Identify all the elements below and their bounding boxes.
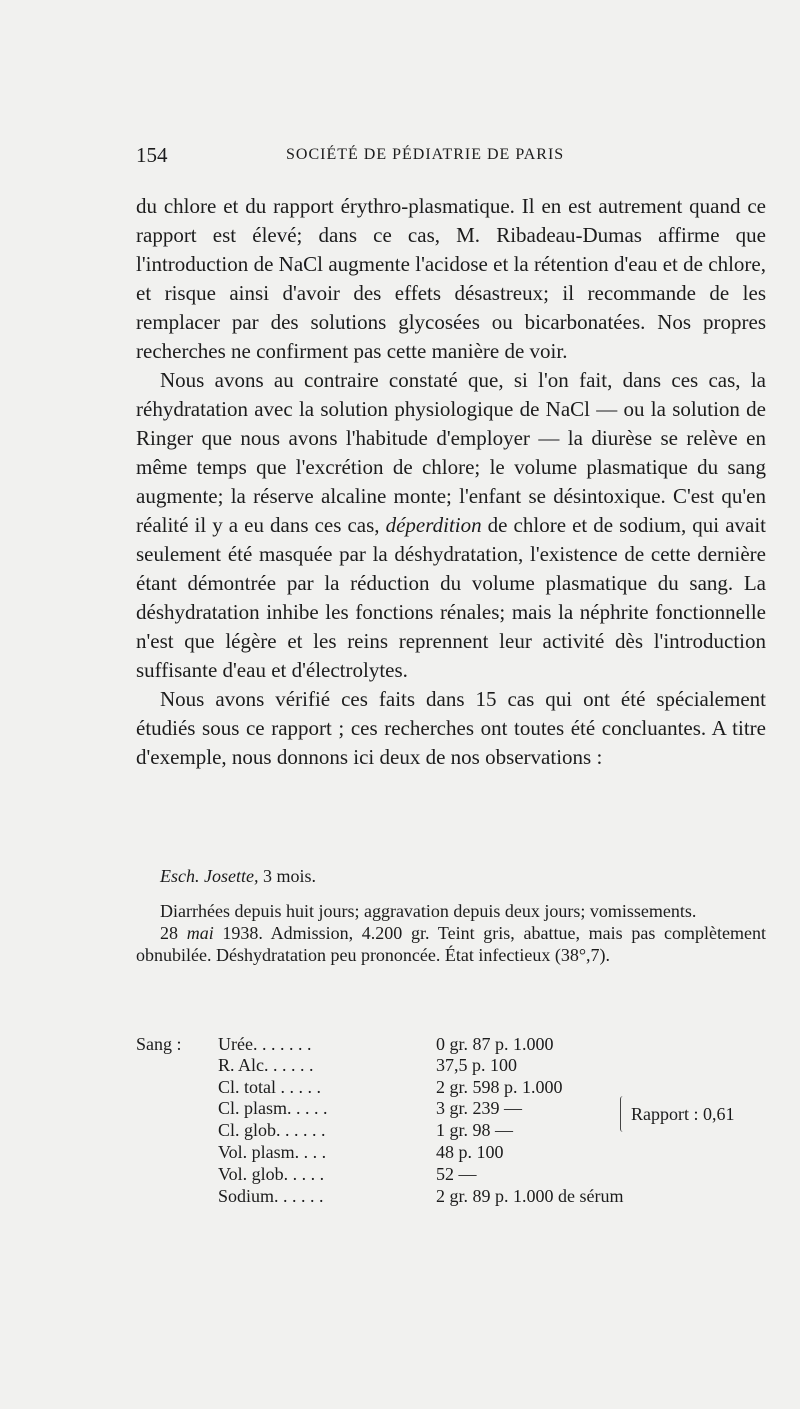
paragraph-3 bbox=[136, 685, 766, 772]
blood-analysis-table bbox=[136, 1034, 776, 1234]
row-value: 2 gr. 598 p. 1.000 bbox=[436, 1077, 563, 1097]
row-name: Urée. . . . . . . bbox=[218, 1034, 312, 1054]
row-name: Cl. total . . . . . bbox=[218, 1077, 321, 1097]
row-value: 3 gr. 239 — bbox=[436, 1098, 523, 1118]
paragraph-1-text: du chlore et du rapport érythro-plasmatique. Il en est autrement quand ce rapport est élevé; dans ce cas, M. Ribadeau-Dumas affirme que l'introduction de NaCl augmente l'acidose et la rétention d'eau et de chlore, et risque ainsi d'avoir des effets désastreux; il recommande de les remplacer par des solutions glycosées ou bicarbonatées. Nos propres recherches ne confirment pas cette manière de voir. bbox=[136, 194, 766, 363]
observation-text bbox=[136, 900, 766, 966]
row-value: 48 p. 100 bbox=[436, 1142, 504, 1162]
row-value: 37,5 p. 100 bbox=[436, 1055, 517, 1075]
row-value: 1 gr. 98 — bbox=[436, 1120, 514, 1140]
observation-age: 3 mois. bbox=[262, 866, 316, 886]
row-value: 0 gr. 87 p. 1.000 bbox=[436, 1034, 554, 1054]
observation-paragraph-2-italic: mai bbox=[186, 923, 214, 943]
page-header bbox=[136, 143, 766, 169]
observation-paragraph-2-text-b: 1938. Admission, 4.200 gr. Teint gris, abattue, mais pas complètement obnubilée. Déshydratation peu prononcée. État infectieux (38°,7). bbox=[136, 923, 766, 965]
row-name: Vol. glob. . . . . bbox=[218, 1164, 325, 1184]
observation-paragraph-1 bbox=[136, 900, 766, 922]
rapport-value: Rapport : 0,61 bbox=[631, 1104, 735, 1124]
paragraph-3-text: Nous avons vérifié ces faits dans 15 cas qui ont été spécialement étudiés sous ce rapport ; ces recherches ont toutes été concluantes. A titre d'exemple, nous donnons ici deux de nos observations : bbox=[136, 687, 766, 769]
row-value: 52 — bbox=[436, 1164, 477, 1184]
observation-name: Esch. Josette, bbox=[160, 866, 259, 886]
row-name: Vol. plasm. . . . bbox=[218, 1142, 327, 1162]
row-name: R. Alc. . . . . . bbox=[218, 1055, 314, 1075]
observation-paragraph-1-text: Diarrhées depuis huit jours; aggravation depuis deux jours; vomissements. bbox=[160, 901, 697, 921]
row-name: Sodium. . . . . . bbox=[218, 1186, 324, 1206]
paragraph-2 bbox=[136, 366, 766, 685]
row-value: 2 gr. 89 p. 1.000 de sérum bbox=[436, 1186, 624, 1206]
running-head: SOCIÉTÉ DE PÉDIATRIE DE PARIS bbox=[286, 146, 565, 163]
observation-title bbox=[160, 866, 316, 887]
paragraph-2-italic: déperdition bbox=[385, 513, 482, 537]
paragraph-2-text-a: Nous avons au contraire constaté que, si l'on fait, dans ces cas, la réhydratation avec la solution physiologique de NaCl — ou la solution de Ringer que nous avons l'habitude d'employer — la diurèse se relève en même temps que l'excrétion de chlore; le volume plasmatique du sang augmente; la réserve alcaline monte; l'enfant se désintoxique. C'est qu'en réalité il y a eu dans ces cas, bbox=[136, 368, 766, 537]
row-name: Cl. glob. . . . . . bbox=[218, 1120, 326, 1140]
brace-icon bbox=[620, 1096, 625, 1132]
row-name: Cl. plasm. . . . . bbox=[218, 1098, 328, 1118]
paragraph-1 bbox=[136, 192, 766, 366]
paragraph-2-text-b: de chlore et de sodium, qui avait seulement été masquée par la déshydratation, l'existence de cette dernière étant démontrée par la réduction du volume plasmatique du sang. La déshydratation inhibe les fonctions rénales; mais la néphrite fonctionnelle n'est que légère et les reins reprennent leur activité dès l'introduction suffisante d'eau et d'électrolytes. bbox=[136, 513, 766, 682]
observation-paragraph-2 bbox=[136, 922, 766, 966]
observation-paragraph-2-text-a: 28 bbox=[160, 923, 187, 943]
body-text bbox=[136, 192, 766, 772]
page-number: 154 bbox=[136, 143, 168, 167]
table-label: Sang : bbox=[136, 1034, 182, 1054]
